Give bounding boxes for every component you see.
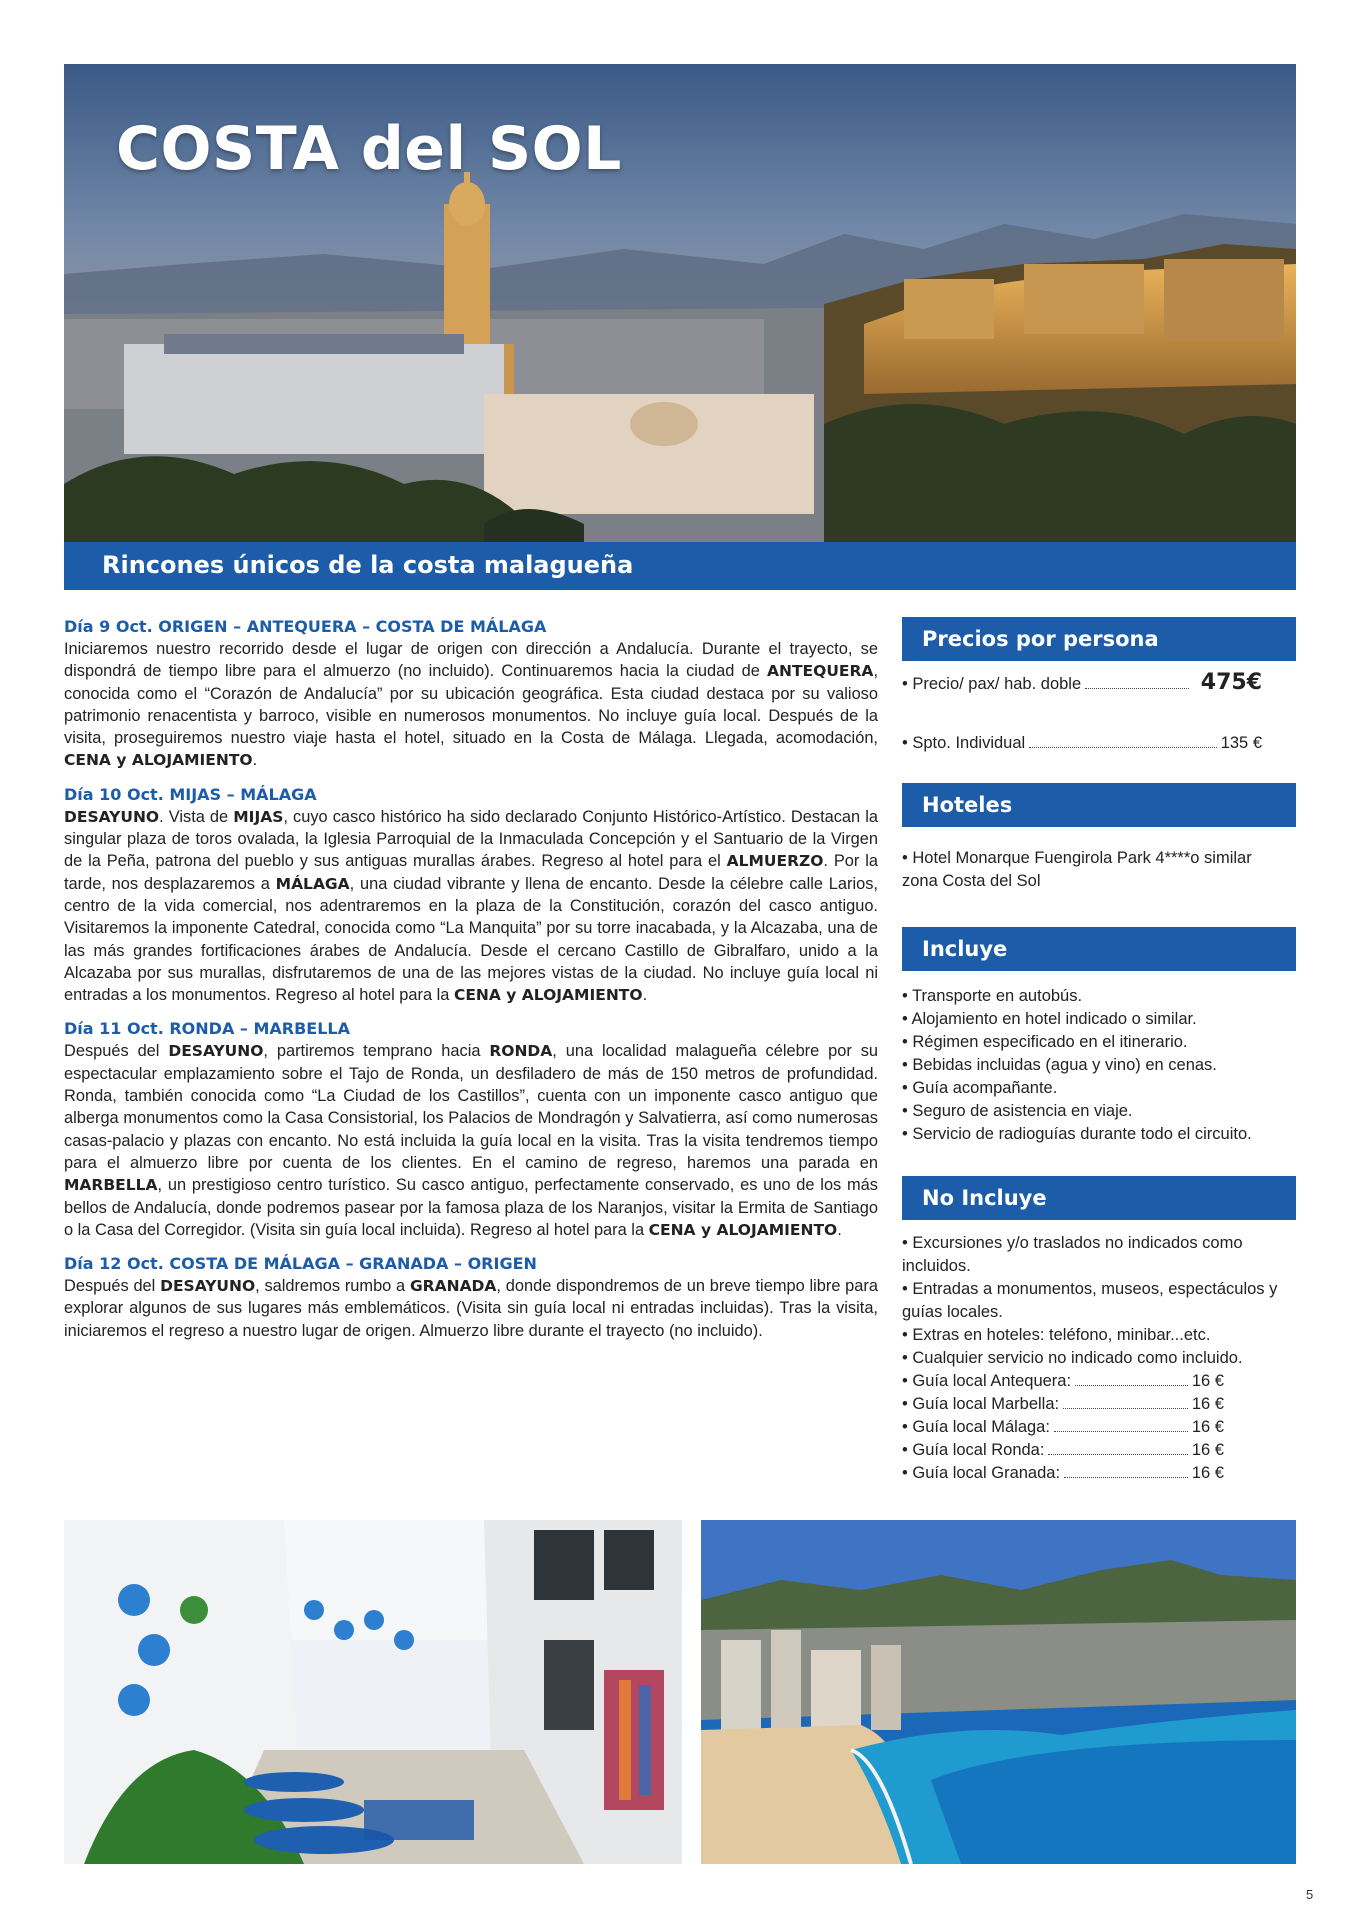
text-segment: , cuyo casco histórico ha sido declarado Conjunto Histórico-Artístico. Destacan la singular plaza de toros ovalada, la Iglesia Parroquial de la Inmaculada Concepción y el Santuario de la Virgen de la Peña, patrona del pueblo y sus antiguas murallas árabes. Regreso al hotel para el <box>64 807 878 871</box>
guide-price: 16 € <box>1191 1464 1224 1482</box>
list-item: • Alojamiento en hotel indicado o similar. <box>902 1010 1197 1028</box>
excludes-header: No Incluye <box>902 1176 1296 1220</box>
text-segment: Iniciaremos nuestro recorrido desde el lugar de origen con dirección a Andalucía. Durante el trayecto, se dispondrá de tiempo libre para el almuerzo (no incluido). Continuaremos hacia la ciudad de <box>64 640 878 681</box>
list-item: • Servicio de radioguías durante todo el circuito. <box>902 1125 1252 1143</box>
guide-label: • Guía local Ronda: <box>902 1441 1045 1459</box>
dotted-leader <box>1085 687 1189 689</box>
price-double-row <box>902 671 1262 696</box>
text-segment: , una ciudad vibrante y llena de encanto. Desde la célebre calle Larios, centro de la vida comercial, nos adentraremos en la plaza de la Constitución, corazón del casco antiguo. Visitaremos la imponente Catedral, conocida como “La Manquita” por su torre inacabada, y la Alcazaba, una de las más grandes fortificaciones árabes de Andalucía. Desde el cercano Castillo de Gibralfaro, unido a la Alcazaba por sus murallas, disfrutaremos de una de las mejores vistas de la ciudad. No incluye guía local ni entradas a los monumentos. Regreso al hotel para la <box>64 874 878 1005</box>
text-segment: , conocida como el “Corazón de Andalucía” por su ubicación geográfica. Esta ciudad destaca por su valioso patrimonio renacentista y barroco, visible en numerosos monumentos. No incluye guía local. Después de la visita, proseguiremos nuestro viaje hasta el hotel, situado en la Costa de Málaga. Llegada, acomodación, <box>64 662 878 748</box>
price-double-label: • Precio/ pax/ hab. doble <box>902 675 1082 693</box>
itinerary-day-4 <box>64 1253 878 1342</box>
dotted-leader <box>1064 1476 1188 1478</box>
itinerary-day-2 <box>64 784 878 1007</box>
guide-price: 16 € <box>1191 1418 1224 1436</box>
day-description <box>64 1040 878 1241</box>
list-item: • Transporte en autobús. <box>902 987 1083 1005</box>
list-item: • Entradas a monumentos, museos, espectáculos y guías locales. <box>902 1280 1278 1321</box>
hotels-header: Hoteles <box>902 783 1296 827</box>
guide-price: 16 € <box>1191 1372 1224 1390</box>
day-title: Día 11 Oct. RONDA – MARBELLA <box>64 1019 350 1039</box>
day-title: Día 12 Oct. COSTA DE MÁLAGA – GRANADA – ORIGEN <box>64 1254 537 1274</box>
text-segment: . Vista de <box>159 807 234 826</box>
guide-label: • Guía local Granada: <box>902 1464 1061 1482</box>
text-segment: , donde dispondremos de un breve tiempo libre para explorar algunos de sus lugares más emblemáticos. (Visita sin guía local ni entradas incluidas). Tras la visita, iniciaremos el regreso a nuestro lugar de origen. Almuerzo libre durante el trayecto (no incluido). <box>64 1277 878 1340</box>
prices-header: Precios por persona <box>902 617 1296 661</box>
page-title: COSTA del SOL <box>116 114 622 184</box>
itinerary <box>64 616 878 1354</box>
day-title: Día 10 Oct. MIJAS – MÁLAGA <box>64 784 317 804</box>
price-single-label: • Spto. Individual <box>902 734 1026 752</box>
highlight: CENA y ALOJAMIENTO <box>648 1220 838 1239</box>
list-item: • Cualquier servicio no indicado como incluido. <box>902 1349 1243 1367</box>
highlight: RONDA <box>489 1042 553 1061</box>
subtitle-banner <box>64 542 1296 590</box>
malaga-beach-photo <box>701 1520 1296 1864</box>
highlight: MARBELLA <box>64 1176 158 1195</box>
list-item: • Guía acompañante. <box>902 1079 1058 1097</box>
text-segment: Después del <box>64 1042 169 1061</box>
guide-label: • Guía local Antequera: <box>902 1372 1072 1390</box>
dotted-leader <box>1054 1430 1188 1432</box>
guide-price-row <box>902 1393 1224 1416</box>
highlight: CENA y ALOJAMIENTO <box>453 986 643 1005</box>
price-single-value: 135 € <box>1220 734 1262 752</box>
list-item: • Seguro de asistencia en viaje. <box>902 1102 1133 1120</box>
includes-body <box>902 971 1282 1146</box>
highlight: GRANADA <box>409 1277 497 1296</box>
list-item: • Excursiones y/o traslados no indicados como incluidos. <box>902 1234 1243 1275</box>
page-subtitle: Rincones únicos de la costa malagueña <box>102 551 634 579</box>
highlight: MÁLAGA <box>275 874 350 893</box>
dotted-leader <box>1063 1407 1188 1409</box>
guide-price: 16 € <box>1191 1395 1224 1413</box>
excludes-body <box>902 1220 1292 1485</box>
dotted-leader <box>1075 1384 1188 1386</box>
list-item: • Extras en hoteles: teléfono, minibar...etc. <box>902 1326 1211 1344</box>
day-title: Día 9 Oct. ORIGEN – ANTEQUERA – COSTA DE MÁLAGA <box>64 617 547 636</box>
day-description <box>64 806 878 1007</box>
prices-body <box>902 661 1296 755</box>
dotted-leader <box>1048 1453 1187 1455</box>
price-double-value: 475€ <box>1200 670 1262 695</box>
list-item: • Régimen especificado en el itinerario. <box>902 1033 1188 1051</box>
page-number: 5 <box>1306 1887 1314 1902</box>
text-segment: , partiremos temprano hacia <box>263 1042 490 1061</box>
highlight: ALMUERZO <box>726 852 824 871</box>
text-segment: , saldremos rumbo a <box>255 1277 410 1296</box>
text-segment: . <box>642 986 648 1005</box>
text-segment: . <box>252 751 258 770</box>
highlight: DESAYUNO <box>64 807 160 826</box>
malaga-beach-illustration <box>701 1520 1296 1864</box>
guide-price: 16 € <box>1191 1441 1224 1459</box>
text-segment: Después del <box>64 1277 161 1296</box>
text-segment: , un prestigioso centro turístico. Su casco antiguo, perfectamente conservado, es uno de los más bellos de Andalucía, donde podremos pasear por la famosa plaza de los Naranjos, visitar la Ermita de Santiago o la Casa del Corregidor. (Visita sin guía local incluida). Regreso al hotel para la <box>64 1176 878 1239</box>
guide-price-row <box>902 1416 1224 1439</box>
price-single-row <box>902 732 1262 755</box>
itinerary-day-1 <box>64 616 878 772</box>
list-item: • Bebidas incluidas (agua y vino) en cenas. <box>902 1056 1217 1074</box>
hero-image <box>64 64 1296 542</box>
hotel-name: • Hotel Monarque Fuengirola Park 4****o similar zona Costa del Sol <box>902 849 1252 890</box>
highlight: DESAYUNO <box>160 1277 256 1296</box>
guide-label: • Guía local Málaga: <box>902 1418 1050 1436</box>
guide-price-row <box>902 1439 1224 1462</box>
text-segment: , una localidad malagueña célebre por su espectacular emplazamiento sobre el Tajo de Ronda, un desfiladero de más de 150 metros de profundidad. Ronda, también conocida como “La Ciudad de los Castillos”, cuenta con un imponente casco antiguo que alberga monumentos como la Casa Consistorial, los Palacios de Mondragón y Salvatierra, así como numerosas casas-palacio y plazas con encanto. No está incluida la guía local en la visita. Tras la visita tendremos tiempo para el almuerzo libre por cuenta de los clientes. En el camino de regreso, haremos una parada en <box>64 1042 879 1172</box>
day-description <box>64 1275 878 1342</box>
dotted-leader <box>1029 746 1217 748</box>
mijas-street-illustration <box>64 1520 682 1864</box>
guide-price-row <box>902 1370 1224 1393</box>
highlight: ANTEQUERA <box>767 662 874 681</box>
itinerary-day-3 <box>64 1018 878 1241</box>
includes-header: Incluye <box>902 927 1296 971</box>
text-segment: . <box>837 1220 842 1239</box>
mijas-street-photo <box>64 1520 682 1864</box>
text-segment: . Por la tarde, nos desplazaremos a <box>64 852 878 893</box>
highlight: DESAYUNO <box>168 1042 264 1061</box>
hotels-body <box>902 827 1282 893</box>
highlight: CENA y ALOJAMIENTO <box>64 751 253 770</box>
guide-label: • Guía local Marbella: <box>902 1395 1060 1413</box>
guide-price-row <box>902 1462 1224 1485</box>
sidebar <box>902 617 1296 1485</box>
highlight: MIJAS <box>233 807 284 826</box>
day-description <box>64 638 878 772</box>
